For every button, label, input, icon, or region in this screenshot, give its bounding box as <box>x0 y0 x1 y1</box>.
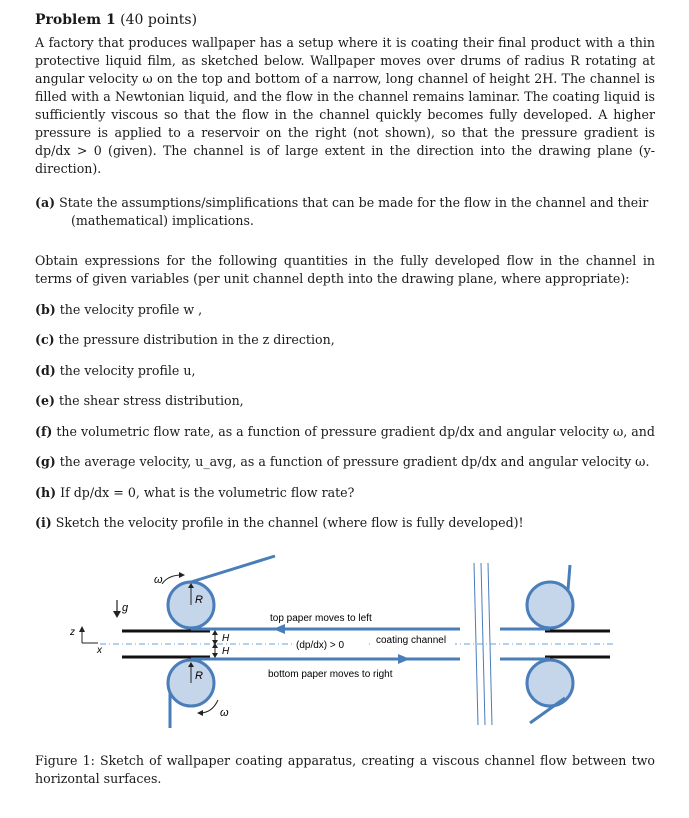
question-i-text: Sketch the velocity profile in the channel (where flow is fully developed)! <box>55 515 524 531</box>
question-h <box>35 484 655 515</box>
top-paper-arrowhead <box>273 624 285 634</box>
bottom-paper-note: bottom paper moves to right <box>268 669 393 680</box>
apparatus-figure <box>60 553 620 743</box>
figure-caption: Figure 1: Sketch of wallpaper coating apparatus, creating a viscous channel flow between two horizontal surfaces. <box>35 753 655 786</box>
drum-top-right <box>527 582 573 628</box>
top-paper-incoming <box>191 556 275 582</box>
question-c-text: the pressure distribution in the z direction, <box>58 332 335 348</box>
question-g-label: (g) <box>35 454 56 470</box>
x-axis-label: x <box>97 645 102 656</box>
omega-top-arrowhead <box>179 572 185 578</box>
h-upper-arrowhead-top <box>212 630 218 635</box>
question-b-text: the velocity profile w , <box>59 301 203 317</box>
problem-page <box>35 12 655 545</box>
question-h-text: If dp/dx = 0, what is the volumetric flow rate? <box>60 484 355 500</box>
problem-points: (40 points) <box>120 12 198 28</box>
radius-top-label: R <box>195 594 203 606</box>
gravity-arrowhead <box>113 611 121 618</box>
question-i <box>35 514 655 545</box>
omega-bottom-label: ω <box>220 707 229 719</box>
question-list <box>35 301 655 545</box>
question-e <box>35 392 655 423</box>
question-d <box>35 362 655 393</box>
question-i-label: (i) <box>35 515 52 531</box>
question-c <box>35 331 655 362</box>
question-f <box>35 423 655 454</box>
channel-note: coating channel <box>376 635 447 646</box>
question-b-label: (b) <box>35 301 56 317</box>
question-e-label: (e) <box>35 393 55 409</box>
question-d-text: the velocity profile u, <box>59 362 196 378</box>
question-h-label: (h) <box>35 484 57 500</box>
question-f-text: the volumetric flow rate, as a function of pressure gradient dp/dx and angular velocity ω, and <box>56 423 655 439</box>
h-lower-arrowhead-bottom <box>212 653 218 658</box>
z-axis-label: z <box>70 627 75 638</box>
question-b <box>35 301 655 332</box>
gradient-note: (dp/dx) > 0 <box>296 640 345 651</box>
top-paper-note: top paper moves to left <box>270 613 372 624</box>
part-a-label: (a) <box>35 195 56 210</box>
question-g <box>35 453 655 484</box>
question-g-text: the average velocity, u_avg, as a function of pressure gradient dp/dx and angular velocity ω. <box>59 454 650 470</box>
omega-bottom-arrowhead <box>197 710 203 716</box>
omega-top-label: ω <box>154 574 163 586</box>
problem-intro: A factory that produces wallpaper has a setup where it is coating their final product with a thin protective liquid film, as sketched below. Wallpaper moves over drums of radius R rotating at angular velocity ω on the top and bottom of a narrow, long channel of height 2H. The channel is filled with a Newtonian liquid, and the flow in the channel remains laminar. The coating liquid is sufficiently viscous so that the flow in the channel quickly becomes fully developed. A higher pressure is applied to a reservoir on the right (not shown), so that the pressure gradient is dp/dx > 0 (given). The channel is of large extent in the direction into the drawing plane (y-direction). <box>35 35 655 176</box>
problem-label: Problem 1 <box>35 12 116 28</box>
problem-title <box>35 12 655 28</box>
h-upper-label: H <box>222 633 230 644</box>
bottom-paper-arrowhead <box>398 654 410 664</box>
h-lower-label: H <box>222 646 230 657</box>
gravity-label: g <box>122 602 129 614</box>
part-a-text: State the assumptions/simplifications that can be made for the flow in the channel and their (mathematical) implications. <box>59 195 649 228</box>
z-axis-arrowhead <box>79 626 85 632</box>
question-c-label: (c) <box>35 332 55 348</box>
radius-bottom-label: R <box>195 670 203 682</box>
question-e-text: the shear stress distribution, <box>58 393 244 409</box>
question-f-label: (f) <box>35 423 53 439</box>
obtain-instructions: Obtain expressions for the following quantities in the fully developed flow in the channel in terms of given variables (per unit channel depth into the drawing plane, where appropriate): <box>35 253 655 286</box>
question-d-label: (d) <box>35 362 56 378</box>
top-paper-right-feed <box>568 565 570 590</box>
drum-bottom-right <box>527 660 573 706</box>
part-a <box>35 194 655 230</box>
